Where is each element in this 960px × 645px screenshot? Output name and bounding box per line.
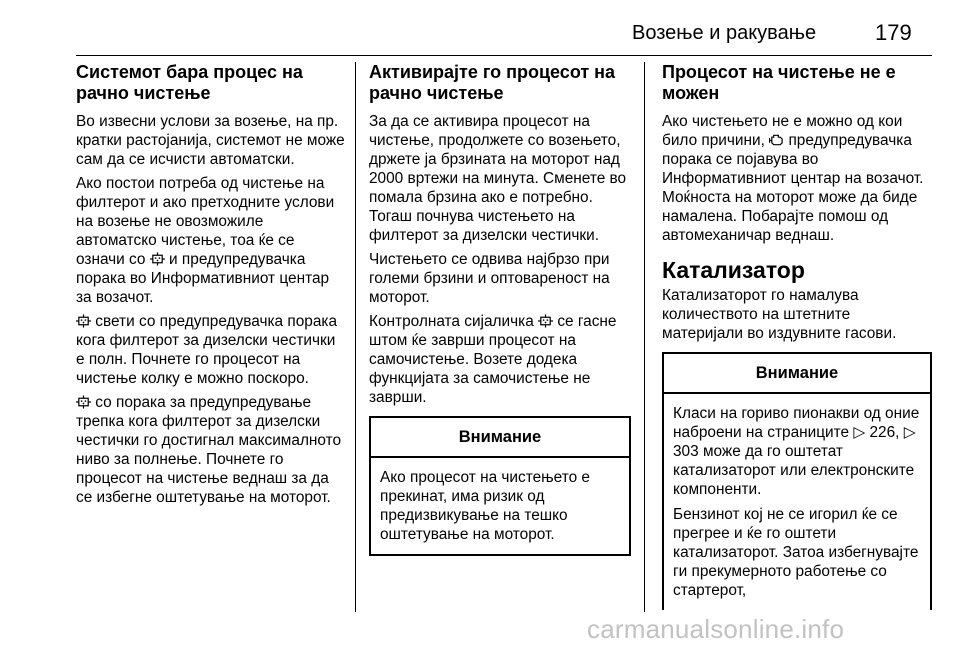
paragraph: Катализаторот го намалува количеството на штетните материјали во издувните гасови. xyxy=(662,287,897,342)
notice-text: Ако процесот на чистењето е прекинат, има ризик од предизвикување на тешко оштетување на моторот. xyxy=(380,469,590,543)
section-title-catalytic-converter: Катализатор xyxy=(662,257,805,283)
paragraph: со порака за предупредување трепка кога филтерот за дизелски честички го достигнал максималното ниво за полнење. Почнете го процесот на чистење веднаш за да се избегне оштетување на моторот. xyxy=(76,394,342,506)
section-heading-cleaning-not-possible: Процесот на чистење не е можен xyxy=(662,62,896,103)
column-2 xyxy=(369,62,631,556)
notice-text: Бензинот кој не се игорил ќе се прегрее и ќе го оштети катализаторот. Затоа избегнувајте ги прекумерното работење со стартерот, xyxy=(673,506,919,599)
diesel-particle-filter-icon xyxy=(76,314,91,328)
notice-box xyxy=(369,416,631,556)
notice-title: Внимание xyxy=(371,418,629,458)
paragraph: свети со предупредувачка порака кога филтерот за дизелски честички е полн. Почнете го процесот на чистење колку е можно поскоро. xyxy=(76,313,338,387)
paragraph: Ако постои потреба од чистење на филтерот и ако претходните услови на возење не овозможиле автоматско чистење, тоа ќе се означи со и предупредувачка порака во Информативниот центар за возачот. xyxy=(76,175,335,306)
column-divider-1 xyxy=(355,62,356,612)
page-reference-link[interactable]: 303 xyxy=(673,443,699,460)
header-divider xyxy=(76,55,932,56)
watermark: carmanualsonline.info xyxy=(587,614,845,644)
paragraph: За да се активира процесот на чистење, продолжете со возењето, држете ја брзината на моторот над 2000 вртежи на минута. Сменете во помала брзина ако е потребно. Тогаш почнува чистењето на филтерот за дизелски честички. xyxy=(369,113,627,244)
check-engine-icon xyxy=(769,133,784,147)
notice-box xyxy=(662,352,932,610)
page-reference-arrow-icon: ▷ xyxy=(853,424,866,441)
diesel-particle-filter-icon xyxy=(150,252,165,266)
column-1 xyxy=(76,62,346,512)
paragraph: Чистењето се одвива најбрзо при големи брзини и оптовареност на моторот. xyxy=(369,251,610,306)
paragraph: Ако чистењето не е можно од кои било причини, предупредувачка порака се појавува во Информативниот центар на возачот. Моќноста на моторот може да биде намалена. Побарајте помош од автомеханичар веднаш. xyxy=(662,113,924,244)
paragraph: Во извесни услови за возење, на пр. кратки растојанија, системот не може сам да се исчисти автоматски. xyxy=(76,113,345,168)
column-divider-2 xyxy=(644,62,645,612)
notice-title: Внимание xyxy=(664,354,930,394)
page-reference-arrow-icon: ▷ xyxy=(903,424,916,441)
paragraph: Контролната сијаличка се гасне штом ќе заврши процесот на самочистење. Возете додека функцијата за самочистење не заврши. xyxy=(369,313,617,406)
section-heading-activate-manual-cleaning: Активирајте го процесот на рачно чистење xyxy=(369,62,616,103)
diesel-particle-filter-icon xyxy=(76,395,91,409)
page-reference-link[interactable]: 226 xyxy=(869,424,896,441)
diesel-particle-filter-icon xyxy=(538,314,553,328)
running-header-title: Возење и ракување xyxy=(632,22,817,44)
column-3 xyxy=(662,62,932,610)
page-number: 179 xyxy=(875,20,912,45)
notice-text: Класи на гориво пионакви од оние наброени на страниците ▷ 226, ▷ 303 може да го оштетат катализаторот или електронските компоненти. xyxy=(673,405,920,498)
section-heading-manual-cleaning-required: Системот бара процес на рачно чистење xyxy=(76,62,303,103)
